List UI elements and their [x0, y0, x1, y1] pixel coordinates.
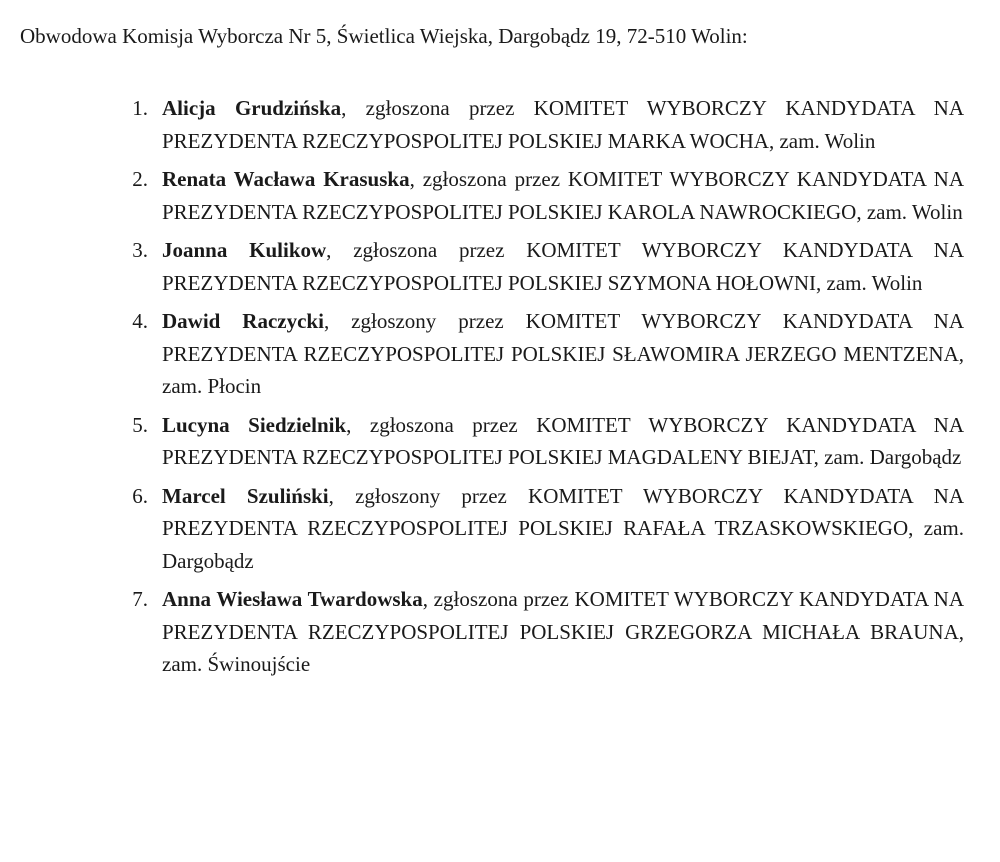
member-name: Joanna Kulikow	[162, 238, 327, 262]
list-item	[0, 234, 1000, 299]
item-number: 2.	[132, 167, 148, 191]
item-text	[162, 583, 964, 681]
list-item	[0, 305, 1000, 403]
member-details: , zgłoszona przez KOMITET WYBORCZY KANDYDATA NA PREZYDENTA RZECZYPOSPOLITEJ POLSKIEJ SZYMONA HOŁOWNI, zam. Wolin	[162, 238, 964, 295]
member-list	[0, 92, 1000, 687]
member-name: Anna Wiesława Twardowska	[162, 587, 423, 611]
item-text	[162, 305, 964, 403]
member-details: , zgłoszona przez KOMITET WYBORCZY KANDYDATA NA PREZYDENTA RZECZYPOSPOLITEJ POLSKIEJ MAGDALENY BIEJAT, zam. Dargobądz	[162, 412, 965, 469]
item-number: 3.	[132, 238, 148, 262]
item-text	[162, 92, 964, 157]
item-number: 7.	[132, 587, 148, 611]
list-item	[0, 92, 1000, 157]
member-details: , zgłoszony przez KOMITET WYBORCZY KANDYDATA NA PREZYDENTA RZECZYPOSPOLITEJ POLSKIEJ SŁAWOMIRA JERZEGO MENTZENA, zam. Płocin	[162, 309, 964, 398]
item-number: 5.	[132, 412, 148, 437]
item-text	[162, 480, 964, 578]
member-details: , zgłoszony przez KOMITET WYBORCZY KANDYDATA NA PREZYDENTA RZECZYPOSPOLITEJ POLSKIEJ RAFAŁA TRZASKOWSKIEGO, zam. Dargobądz	[162, 483, 965, 573]
list-item	[0, 409, 1000, 474]
list-item	[0, 480, 1000, 578]
list-item	[0, 583, 1000, 681]
member-name: Lucyna Siedzielnik	[162, 412, 347, 437]
item-number: 6.	[132, 483, 148, 508]
member-name: Renata Wacława Krasuska	[162, 167, 410, 191]
member-name: Dawid Raczycki	[162, 309, 324, 333]
list-item	[0, 163, 1000, 228]
member-details: , zgłoszona przez KOMITET WYBORCZY KANDYDATA NA PREZYDENTA RZECZYPOSPOLITEJ POLSKIEJ GRZEGORZA MICHAŁA BRAUNA, zam. Świnoujście	[162, 587, 964, 676]
item-text	[162, 409, 964, 474]
item-text	[162, 163, 964, 228]
commission-heading: Obwodowa Komisja Wyborcza Nr 5, Świetlica Wiejska, Dargobądz 19, 72-510 Wolin:	[20, 24, 748, 48]
item-number: 4.	[132, 309, 148, 333]
member-name: Marcel Szuliński	[162, 483, 329, 508]
member-name: Alicja Grudzińska	[162, 96, 342, 120]
member-details: , zgłoszona przez KOMITET WYBORCZY KANDYDATA NA PREZYDENTA RZECZYPOSPOLITEJ POLSKIEJ KAROLA NAWROCKIEGO, zam. Wolin	[162, 167, 964, 224]
item-text	[162, 234, 964, 299]
member-details: , zgłoszona przez KOMITET WYBORCZY KANDYDATA NA PREZYDENTA RZECZYPOSPOLITEJ POLSKIEJ MARKA WOCHA, zam. Wolin	[162, 96, 964, 153]
item-number: 1.	[132, 96, 148, 120]
